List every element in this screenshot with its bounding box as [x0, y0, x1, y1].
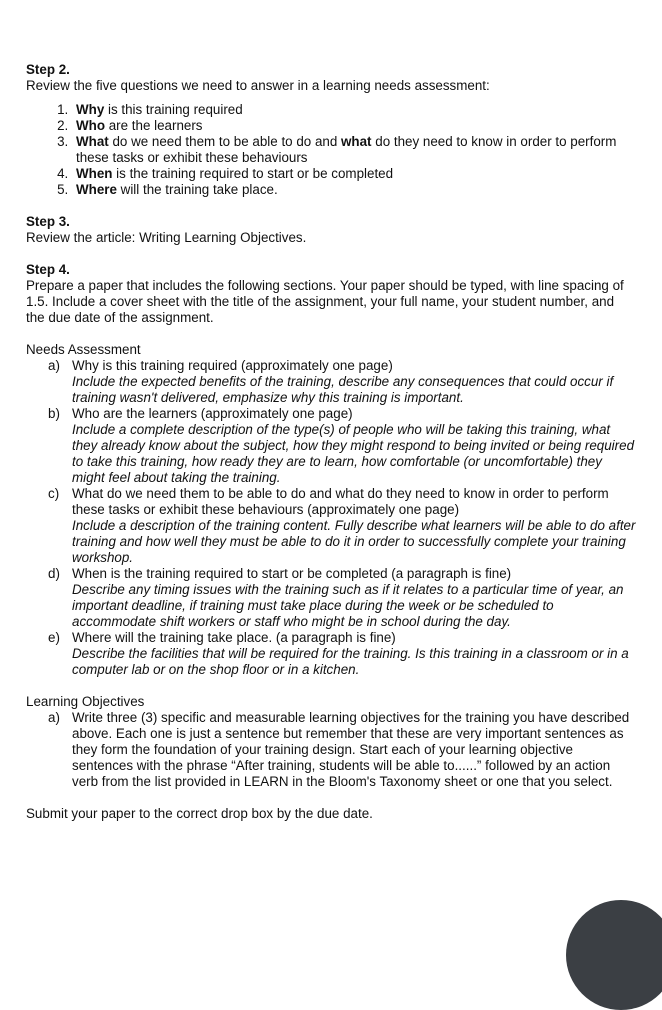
floating-action-button[interactable]	[566, 900, 662, 1010]
needs-item-description: Include the expected benefits of the training, describe any consequences that could occur if training wasn't delivered, emphasize why this training is important.	[72, 374, 614, 405]
needs-item-heading: Why is this training required (approximately one page)	[72, 358, 393, 373]
objectives-item-text: Write three (3) specific and measurable learning objectives for the training you have described above. Each one is just a sentence but remember that these are very important sentences as they form the foundation of your training design. Start each of your learning objective sentences with the phrase “After training, students will be able to......” followed by an action verb from the list provided in LEARN in the Bloom's Taxonomy sheet or one that you select.	[72, 710, 630, 789]
needs-item-description: Include a description of the training content. Fully describe what learners will be able to do after training and how well they must be able to do it in order to successfully complete your training workshop.	[72, 518, 636, 565]
learning-objectives-title: Learning Objectives	[26, 694, 145, 709]
step-2-section	[26, 62, 636, 198]
needs-item-heading: Where will the training take place. (a paragraph is fine)	[72, 630, 396, 645]
step-4-section	[26, 262, 636, 326]
needs-assessment-title: Needs Assessment	[26, 342, 141, 357]
step-3-section	[26, 214, 636, 246]
needs-item-description: Describe any timing issues with the training such as if it relates to a particular time of year, an important deadline, if training must take place during the week or be scheduled to accommodate shift workers or staff who might be in school during the day.	[72, 582, 624, 629]
needs-item: e) Where will the training take place. (a paragraph is fine) Describe the facilities that will be required for the training. Is this training in a classroom or in a computer lab or on the shop floor or in a kitchen.	[26, 630, 636, 678]
needs-item-heading: What do we need them to be able to do and what do they need to know in order to perform these tasks or exhibit these behaviours (approximately one page)	[72, 486, 609, 517]
needs-item-heading: Who are the learners (approximately one page)	[72, 406, 353, 421]
step-2-title: Step 2.	[26, 62, 70, 77]
needs-item-description: Describe the facilities that will be required for the training. Is this training in a classroom or in a computer lab or on the shop floor or in a kitchen.	[72, 646, 629, 677]
learning-objectives-section	[26, 694, 636, 790]
needs-assessment-section	[26, 342, 636, 678]
submit-instruction: Submit your paper to the correct drop box by the due date.	[26, 806, 373, 821]
needs-item: b) Who are the learners (approximately one page) Include a complete description of the type(s) of people who will be taking this training, what they already know about the subject, how they might respond to being invited or being required to take this training, how ready they are to learn, how comfortable (or uncomfortable) they might feel about taking the training.	[48, 406, 635, 485]
needs-item: d) When is the training required to start or be completed (a paragraph is fine) Describe any timing issues with the training such as if it relates to a particular time of year, an important deadline, if training must take place during the week or be scheduled to accommodate shift workers or staff who might be in school during the day.	[26, 566, 636, 630]
question-item: 4. When is the training required to start or be completed	[72, 166, 636, 182]
question-item: 5. Where will the training take place.	[72, 182, 636, 198]
question-item: 1. Why is this training required	[72, 102, 636, 118]
objectives-item: a) Write three (3) specific and measurable learning objectives for the training you have described above. Each one is just a sentence but remember that these are very important sentences as they form the foundation of your training design. Start each of your learning objective sentences with the phrase “After training, students will be able to......” followed by an action verb from the list provided in LEARN in the Bloom's Taxonomy sheet or one that you select.	[26, 710, 636, 790]
questions-list	[26, 102, 636, 198]
step-4-text: Prepare a paper that includes the following sections. Your paper should be typed, with line spacing of 1.5. Include a cover sheet with the title of the assignment, your full name, your student number, and the due date of the assignment.	[26, 278, 624, 325]
needs-item: c) What do we need them to be able to do and what do they need to know in order to perform these tasks or exhibit these behaviours (approximately one page) Include a description of the training content. Fully describe what learners will be able to do after training and how well they must be able to do it in order to successfully complete your training workshop.	[48, 486, 636, 565]
step-4-title: Step 4.	[26, 262, 70, 277]
needs-item: a) Why is this training required (approximately one page) Include the expected benefits of the training, describe any consequences that could occur if training wasn't delivered, emphasize why this training is important.	[26, 358, 636, 406]
question-item: 3. What do we need them to be able to do and what do they need to know in order to perform these tasks or exhibit these behaviours	[72, 134, 636, 166]
step-2-intro: Review the five questions we need to answer in a learning needs assessment:	[26, 78, 490, 93]
step-3-text: Review the article: Writing Learning Objectives.	[26, 230, 307, 245]
step-3-title: Step 3.	[26, 214, 70, 229]
question-item: 2. Who are the learners	[72, 118, 636, 134]
document-page	[26, 62, 636, 822]
needs-item-description: Include a complete description of the type(s) of people who will be taking this training, what they already know about the subject, how they might respond to being invited or being required to take this training, how ready they are to learn, how comfortable (or uncomfortable) they might feel about taking the training.	[72, 422, 635, 485]
needs-item-heading: When is the training required to start or be completed (a paragraph is fine)	[72, 566, 512, 581]
